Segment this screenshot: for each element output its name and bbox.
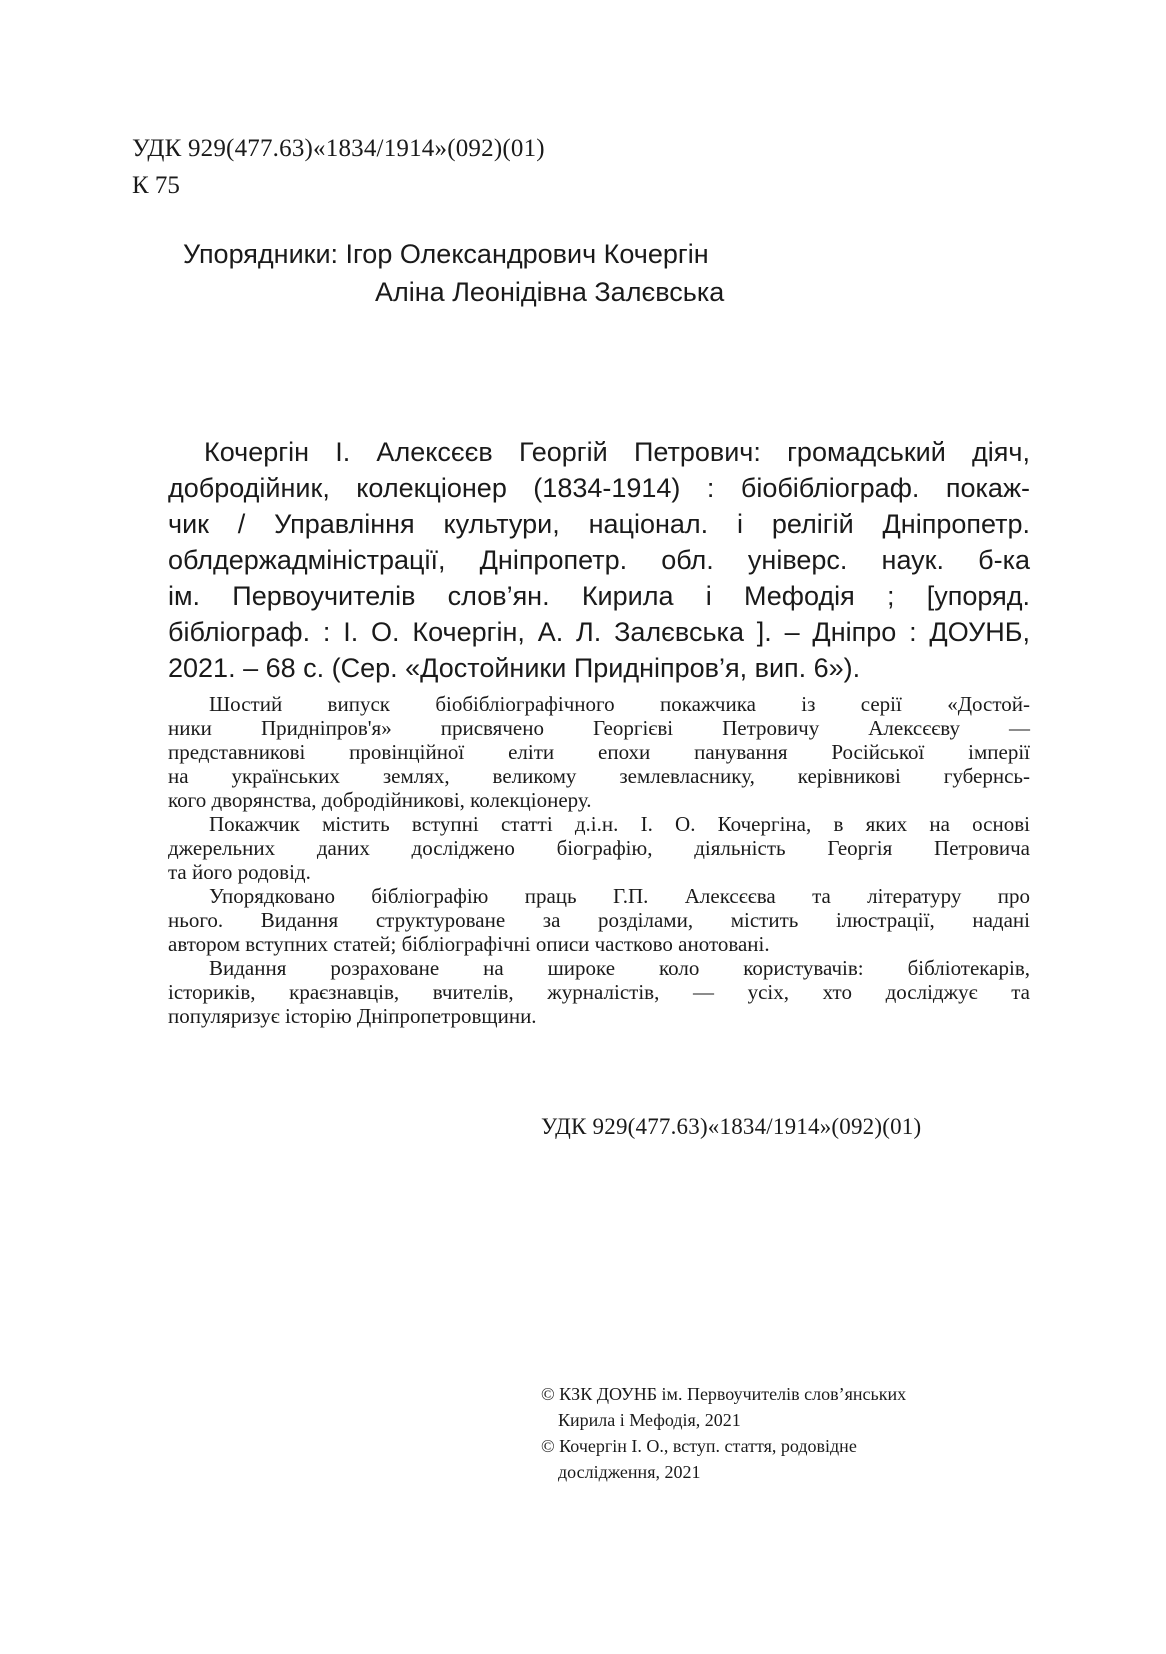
bibliographic-entry bbox=[168, 434, 1030, 686]
annotation-line: популяризує історію Дніпропетровщини. bbox=[168, 1004, 537, 1028]
copyright-line: Кирила і Мефодія, 2021 bbox=[558, 1410, 741, 1430]
annotation-line: Покажчик містить вступні статті д.і.н. І. О. Кочергіна, в яких на основі bbox=[209, 812, 1030, 836]
annotation-line: Шостий випуск біобібліографічного покажчика із серії «Достой- bbox=[209, 692, 1030, 716]
udk-code-bottom: УДК 929(477.63)«1834/1914»(092)(01) bbox=[541, 1114, 922, 1139]
udk-code-top: УДК 929(477.63)«1834/1914»(092)(01) bbox=[132, 135, 545, 162]
entry-line: ім. Первоучителів слов’ян. Кирила і Мефодія ; [упоряд. bbox=[168, 581, 1030, 611]
annotation-line: та його родовід. bbox=[168, 860, 311, 884]
annotation-line: джерельних даних досліджено біографію, діяльність Георгія Петровича bbox=[168, 836, 1030, 860]
annotation-line: істориків, краєзнавців, вчителів, журналістів, — усіх, хто досліджує та bbox=[168, 980, 1030, 1004]
compilers-block bbox=[183, 235, 724, 311]
annotation-line: Упорядковано бібліографію праць Г.П. Алексєєва та літературу про bbox=[209, 884, 1030, 908]
entry-line: 2021. – 68 с. (Сер. «Достойники Придніпров’я, вип. 6»). bbox=[168, 653, 861, 683]
annotation-line: представникові провінційної еліти епохи панування Російської імперії bbox=[168, 740, 1030, 764]
annotation-line: Видання розраховане на широке коло користувачів: бібліотекарів, bbox=[209, 956, 1030, 980]
annotation-line: автором вступних статей; бібліографічні описи частково анотовані. bbox=[168, 932, 770, 956]
annotation-line: ники Придніпров'я» присвячено Георгієві Петровичу Алексєєву — bbox=[168, 716, 1030, 740]
copyright-line: © Кочергін І. О., вступ. стаття, родовідне bbox=[541, 1436, 857, 1456]
author-mark: К 75 bbox=[132, 172, 180, 199]
annotation-line: нього. Видання структуроване за розділами, містить ілюстрації, надані bbox=[168, 908, 1030, 932]
annotation bbox=[168, 692, 1030, 1028]
compilers-line-1: Упорядники: Ігор Олександрович Кочергін bbox=[183, 239, 709, 269]
entry-line: облдержадміністрації, Дніпропетр. обл. універс. наук. б-ка bbox=[168, 545, 1030, 575]
copyright-block bbox=[541, 1381, 906, 1485]
entry-line: добродійник, колекціонер (1834-1914) : біобібліограф. покаж- bbox=[168, 473, 1030, 503]
annotation-line: на українських землях, великому землевласнику, керівникові губернсь- bbox=[168, 764, 1030, 788]
entry-line: Кочергін І. Алексєєв Георгій Петрович: громадський діяч, bbox=[204, 437, 1030, 467]
entry-line: бібліограф. : І. О. Кочергін, А. Л. Залєвська ]. – Дніпро : ДОУНБ, bbox=[168, 617, 1030, 647]
entry-line: чик / Управління культури, націонал. і релігій Дніпропетр. bbox=[168, 509, 1030, 539]
compilers-line-2: Аліна Леонідівна Залєвська bbox=[375, 277, 725, 307]
annotation-line: кого дворянства, добродійникові, колекціонеру. bbox=[168, 788, 592, 812]
copyright-line: © КЗК ДОУНБ ім. Первоучителів слов’янських bbox=[541, 1384, 907, 1404]
copyright-line: дослідження, 2021 bbox=[558, 1462, 701, 1482]
